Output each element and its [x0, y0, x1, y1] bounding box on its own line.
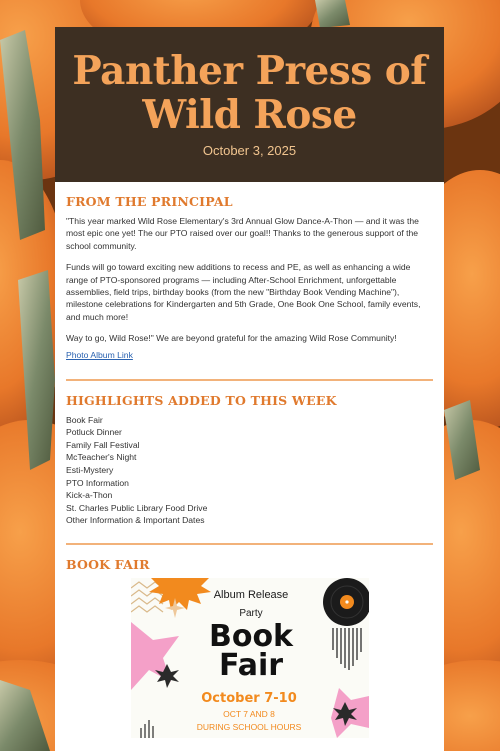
flyer-line-4: Fair: [218, 648, 283, 683]
list-item: Other Information & Important Dates: [66, 515, 205, 526]
list-item: Esti-Mystery: [66, 465, 114, 476]
flyer-line-3: Book: [208, 619, 293, 654]
section-divider: [66, 379, 433, 381]
flyer-line-1: Album Release: [213, 589, 288, 601]
flyer-line-6: OCT 7 AND 8: [222, 709, 275, 719]
newsletter-date: October 3, 2025: [202, 143, 297, 158]
list-item: Family Fall Festival: [66, 439, 140, 450]
photo-album-link[interactable]: Photo Album Link: [66, 349, 133, 360]
newsletter-header: [55, 27, 444, 182]
list-item: McTeacher's Night: [66, 452, 137, 463]
principal-paragraph-3: Way to go, Wild Rose!" We are beyond grateful for the amazing Wild Rose Community!: [66, 333, 397, 344]
highlights-list: [66, 414, 433, 527]
newsletter-title: Panther Press of Wild Rose: [72, 48, 427, 138]
flyer-line-2: Party: [238, 608, 263, 619]
bookfair-heading: BOOK FAIR: [66, 557, 150, 572]
list-item: St. Charles Public Library Food Drive: [66, 502, 208, 513]
list-item: Potluck Dinner: [66, 427, 122, 438]
list-item: Kick-a-Thon: [66, 490, 113, 501]
newsletter-card: [55, 27, 444, 751]
newsletter-content: [55, 194, 444, 738]
list-item: PTO Information: [66, 477, 129, 488]
book-fair-flyer-image[interactable]: [131, 578, 369, 738]
flyer-line-7: DURING SCHOOL HOURS: [196, 722, 301, 732]
vinyl-record-icon: [323, 578, 369, 626]
section-divider: [66, 543, 433, 545]
flyer-line-5: October 7-10: [200, 691, 297, 706]
principal-paragraph-1: "This year marked Wild Rose Elementary's 3rd Annual Glow Dance-A-Thon — and it was the most epic one yet! The our PTO raised over our goal!! Thanks to the generous support of the school community.: [66, 216, 419, 251]
principal-heading: FROM THE PRINCIPAL: [66, 194, 233, 209]
list-item: Book Fair: [66, 414, 103, 425]
principal-paragraph-2: Funds will go toward exciting new additions to recess and PE, as well as enhancing a wide range of PTO-sponsored programs — including After-School Enrichment, unforgettable assemblies, field trips, birthday books (from the new "Birthday Book Vending Machine"), milestone celebrations for Kindergarten and 5th Grade, One Book One School, family events, and much more!: [66, 262, 421, 322]
highlights-heading: HIGHLIGHTS ADDED TO THIS WEEK: [66, 392, 337, 408]
flyer-artwork: [131, 578, 369, 738]
